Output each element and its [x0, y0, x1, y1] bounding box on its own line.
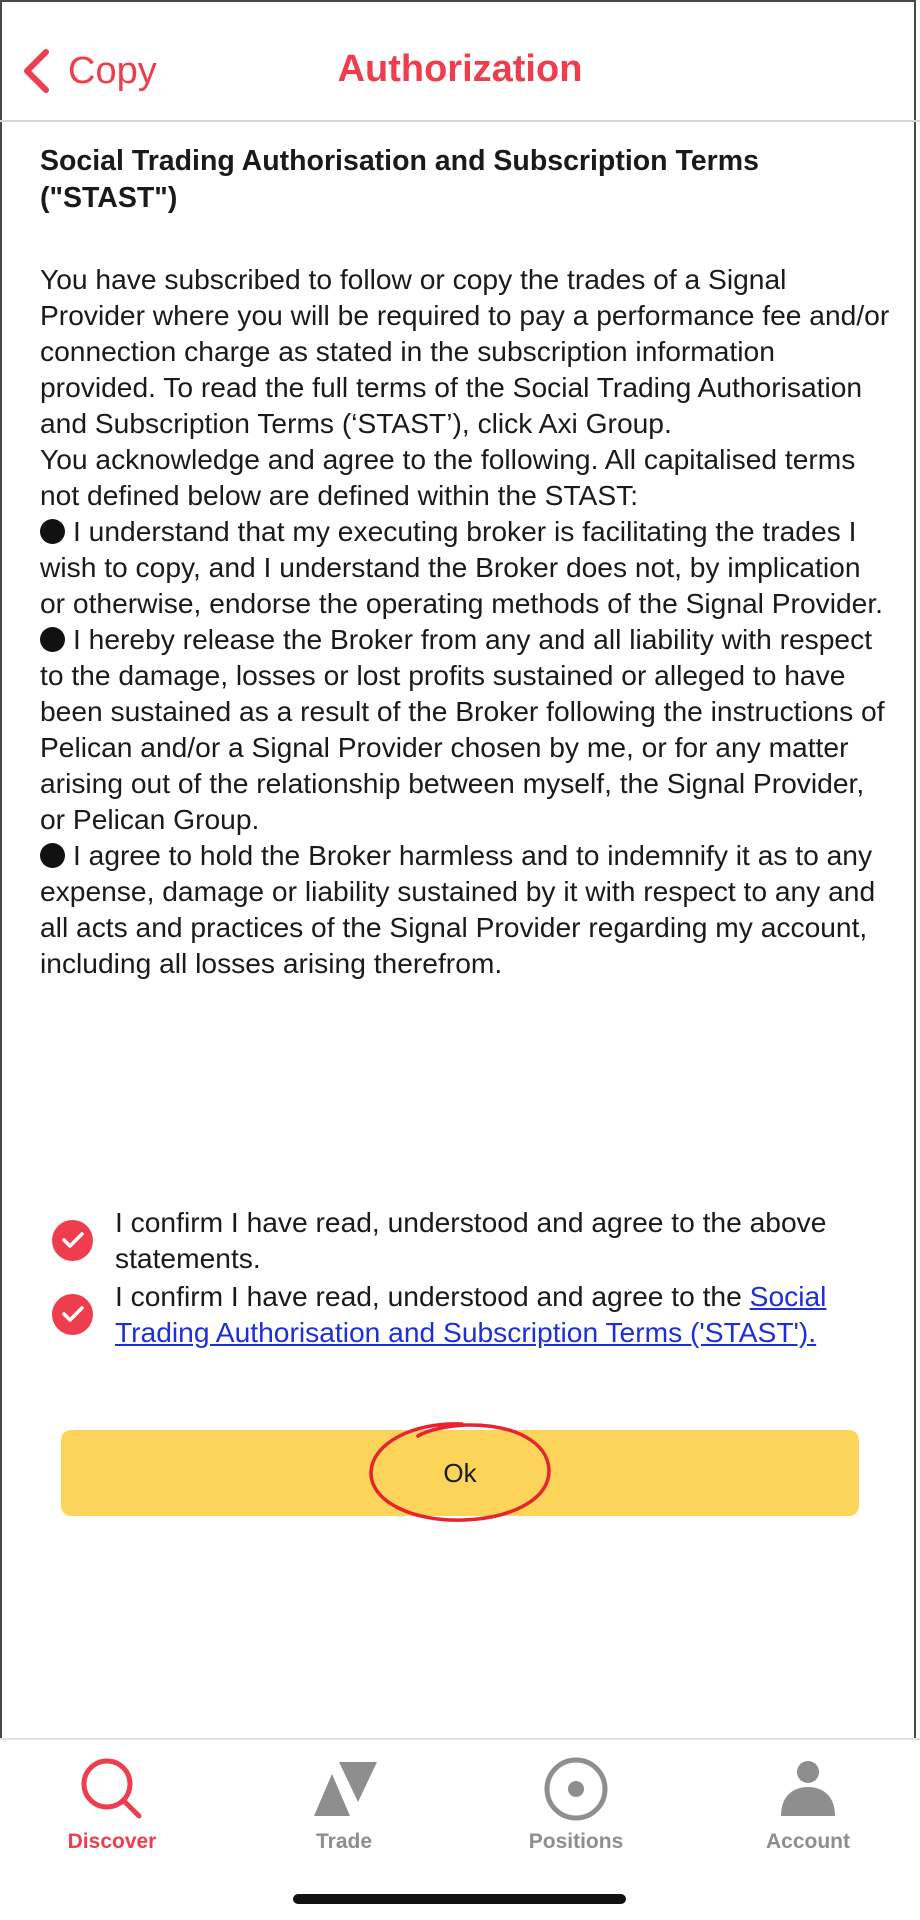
tab-account[interactable] — [708, 1754, 908, 1854]
checkmark-circle-icon[interactable] — [52, 1294, 93, 1335]
tab-discover[interactable] — [12, 1754, 212, 1854]
tab-trade[interactable] — [244, 1754, 444, 1854]
confirmation-list — [52, 1204, 892, 1350]
bullet-text: I understand that my executing broker is facilitating the trades I wish to copy, and I understand the Broker does not, by implication or otherwise, endorse the operating methods of the Signal Provider. — [40, 515, 883, 619]
bullet-text: I agree to hold the Broker harmless and to indemnify it as to any expense, damage or liability sustained by it with respect to any and all acts and practices of the Signal Provider regarding my account, including all losses arising therefrom. — [40, 839, 876, 979]
bullet-dot-icon — [40, 843, 65, 868]
confirm-row-statements — [52, 1204, 892, 1276]
nav-header — [0, 0, 920, 122]
confirm-stast-text — [115, 1278, 892, 1350]
page-title: Authorization — [337, 48, 583, 90]
bullet-item — [40, 621, 890, 837]
tab-label: Account — [766, 1830, 850, 1853]
target-icon — [541, 1754, 611, 1824]
document-title — [40, 143, 890, 217]
bullet-dot-icon — [40, 519, 65, 544]
bullet-item — [40, 837, 890, 981]
home-indicator — [293, 1894, 626, 1904]
bottom-tab-bar — [0, 1738, 920, 1920]
checkmark-circle-icon[interactable] — [52, 1220, 93, 1261]
bullet-text: I hereby release the Broker from any and all liability with respect to the damage, losses or lost profits sustained or alleged to have been sustained as a result of the Broker following the instructions of Pelican and/or a Signal Provider chosen by me, or for any matter arising out of the relationship between myself, the Signal Provider, or Pelican Group. — [40, 623, 885, 835]
bullet-dot-icon — [40, 627, 65, 652]
search-icon — [77, 1754, 147, 1824]
tab-label: Discover — [67, 1830, 157, 1853]
tab-label: Positions — [528, 1830, 624, 1853]
tab-label: Trade — [315, 1830, 373, 1853]
confirm-statements-text: I confirm I have read, understood and agree to the above statements. — [115, 1206, 827, 1274]
confirm-stast-prefix: I confirm I have read, understood and agree to the — [115, 1280, 742, 1312]
bullet-item — [40, 513, 890, 621]
acknowledge-paragraph: You acknowledge and agree to the following. All capitalised terms not defined below are defined within the STAST: — [40, 443, 856, 511]
document-title-line2: ("STAST") — [40, 182, 178, 214]
person-icon — [773, 1754, 843, 1824]
stast-terms-link[interactable]: Social Trading Authorisation and Subscription Terms ('STAST'). — [115, 1280, 827, 1348]
confirm-row-stast — [52, 1278, 892, 1350]
ok-button[interactable] — [61, 1430, 859, 1516]
tab-positions[interactable] — [476, 1754, 676, 1854]
document-title-line1: Social Trading Authorisation and Subscription Terms — [40, 145, 759, 177]
terms-content — [40, 143, 890, 981]
intro-paragraph: You have subscribed to follow or copy the trades of a Signal Provider where you will be required to pay a performance fee and/or connection charge as stated in the subscription information provided. To read the full terms of the Social Trading Authorisation and Subscription Terms (‘STAST’), click Axi Group. — [40, 263, 890, 439]
trade-triangles-icon — [309, 1754, 379, 1824]
ok-button-label: Ok — [443, 1457, 477, 1488]
document-body — [40, 261, 890, 981]
back-label: Copy — [68, 50, 157, 92]
